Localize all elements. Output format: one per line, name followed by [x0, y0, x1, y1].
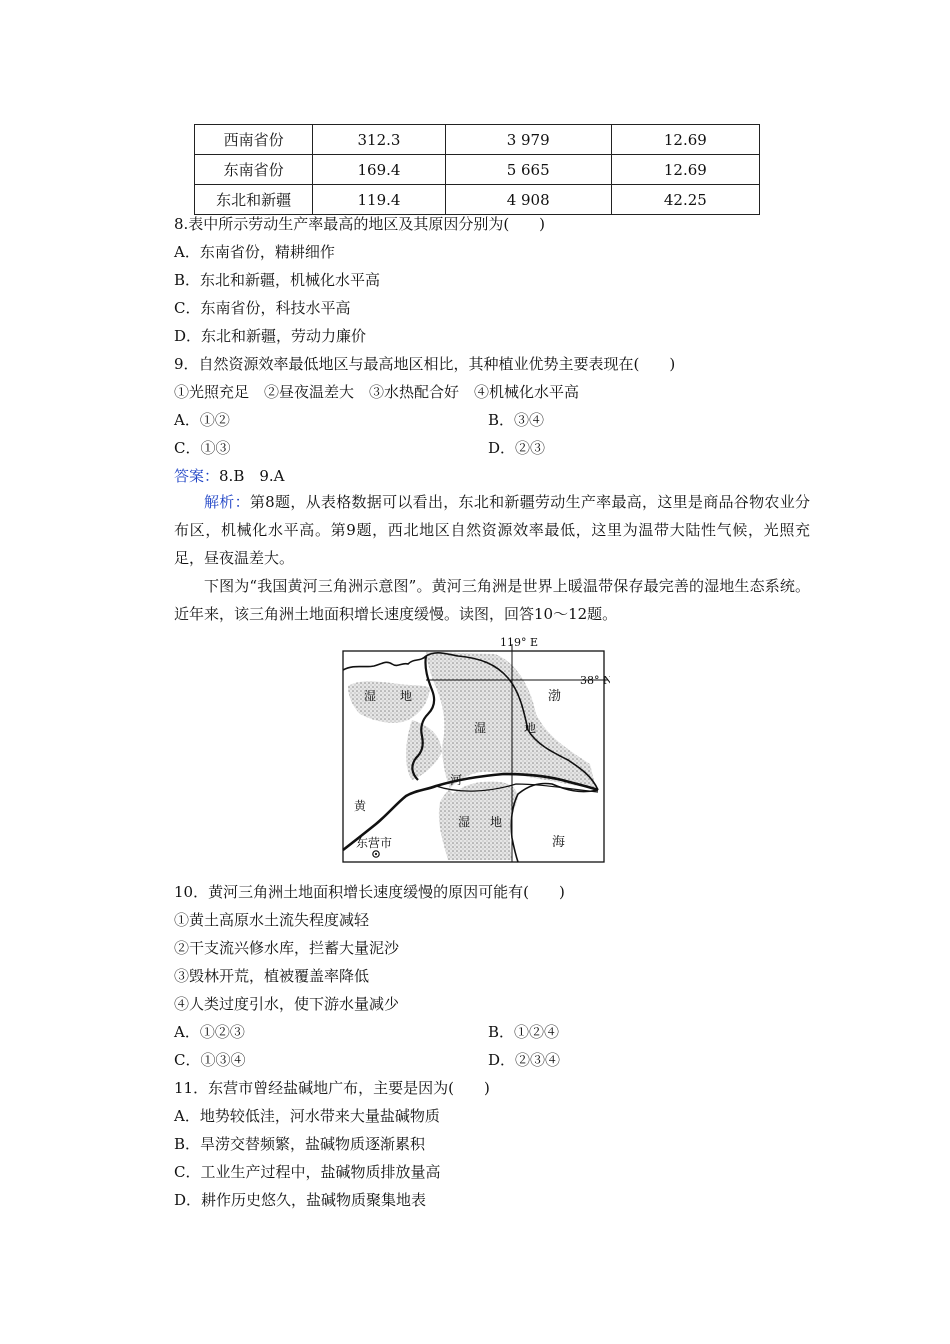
table-cell: 42.25	[611, 185, 759, 215]
q11-stem: 11．东营市曾经盐碱地广布，主要是因为( )	[174, 1079, 490, 1097]
q10-option-c: C．①③④	[174, 1051, 246, 1069]
map-label: 渤	[548, 689, 562, 704]
yellow-river-delta-map	[340, 634, 610, 866]
table-cell: 5 665	[445, 155, 611, 185]
map-label: 河	[450, 773, 463, 787]
q9-option-d: D．②③	[488, 439, 546, 457]
map-label: 湿	[364, 689, 377, 703]
answer-line	[174, 466, 285, 486]
table-cell: 东北和新疆	[195, 185, 313, 215]
q10-item-4: ④人类过度引水，使下游水量减少	[174, 995, 400, 1013]
lon-label: 119° E	[500, 636, 539, 649]
q11-option-b: B．旱涝交替频繁，盐碱物质逐渐累积	[174, 1135, 426, 1153]
table-cell: 312.3	[313, 125, 445, 155]
map-svg	[340, 634, 610, 866]
table-row	[195, 185, 760, 215]
q10-item-2: ②干支流兴修水库，拦蓄大量泥沙	[174, 939, 400, 957]
q8-option-d: D．东北和新疆，劳动力廉价	[174, 327, 367, 345]
map-label: 黄	[354, 799, 367, 813]
q11-option-a: A．地势较低洼，河水带来大量盐碱物质	[174, 1107, 440, 1125]
q8-option-b: B．东北和新疆，机械化水平高	[174, 271, 381, 289]
map-label: 海	[552, 835, 566, 850]
map-label: 地	[490, 815, 503, 829]
table-cell: 4 908	[445, 185, 611, 215]
map-label: 湿	[474, 721, 487, 735]
q8-option-c: C．东南省份，科技水平高	[174, 299, 351, 317]
q11-option-c: C．工业生产过程中，盐碱物质排放量高	[174, 1163, 441, 1181]
map-label: 地	[524, 721, 537, 735]
table-cell: 3 979	[445, 125, 611, 155]
answer-text: 8.B 9.A	[219, 467, 285, 485]
q10-option-a: A．①②③	[174, 1023, 245, 1041]
q10-option-d: D．②③④	[488, 1051, 561, 1069]
table-cell: 12.69	[611, 125, 759, 155]
intro-paragraph: 下图为“我国黄河三角洲示意图”。黄河三角洲是世界上暖温带保存最完善的湿地生态系统。近年来，该三角洲土地面积增长速度缓慢。读图，回答10～12题。	[174, 577, 810, 623]
analysis-text: 第8题，从表格数据可以看出，东北和新疆劳动生产率最高，这里是商品谷物农业分布区，机械化水平高。第9题，西北地区自然资源效率最低，这里为温带大陆性气候，光照充足，昼夜温差大。	[174, 493, 810, 567]
city-marker-dot	[375, 853, 377, 855]
q10-option-b: B．①②④	[488, 1023, 560, 1041]
q8-stem: 8.表中所示劳动生产率最高的地区及其原因分别为( )	[174, 215, 546, 233]
q9-option-c: C．①③	[174, 439, 231, 457]
map-label: 东营市	[356, 836, 393, 850]
data-table	[194, 124, 760, 215]
q9-stem: 9．自然资源效率最低地区与最高地区相比，其种植业优势主要表现在( )	[174, 355, 676, 373]
analysis-label: 解析：	[204, 493, 250, 511]
table-cell: 西南省份	[195, 125, 313, 155]
table-cell: 169.4	[313, 155, 445, 185]
map-label: 湿	[458, 815, 471, 829]
q10-stem: 10．黄河三角洲土地面积增长速度缓慢的原因可能有( )	[174, 883, 565, 901]
table-cell: 12.69	[611, 155, 759, 185]
q9-option-b: B．③④	[488, 411, 545, 429]
q8-option-a: A．东南省份，精耕细作	[174, 243, 335, 261]
table-cell: 119.4	[313, 185, 445, 215]
map-label: 地	[400, 689, 413, 703]
table-row	[195, 155, 760, 185]
q9-option-a: A．①②	[174, 411, 230, 429]
analysis-paragraph	[174, 488, 810, 572]
q10-item-1: ①黄土高原水土流失程度减轻	[174, 911, 370, 929]
q9-items: ①光照充足 ②昼夜温差大 ③水热配合好 ④机械化水平高	[174, 383, 580, 401]
q11-option-d: D．耕作历史悠久，盐碱物质聚集地表	[174, 1191, 427, 1209]
table-cell: 东南省份	[195, 155, 313, 185]
table-row	[195, 125, 760, 155]
q10-item-3: ③毁林开荒，植被覆盖率降低	[174, 967, 370, 985]
lat-label: 38° N	[580, 674, 610, 687]
answer-label: 答案：	[174, 467, 220, 485]
